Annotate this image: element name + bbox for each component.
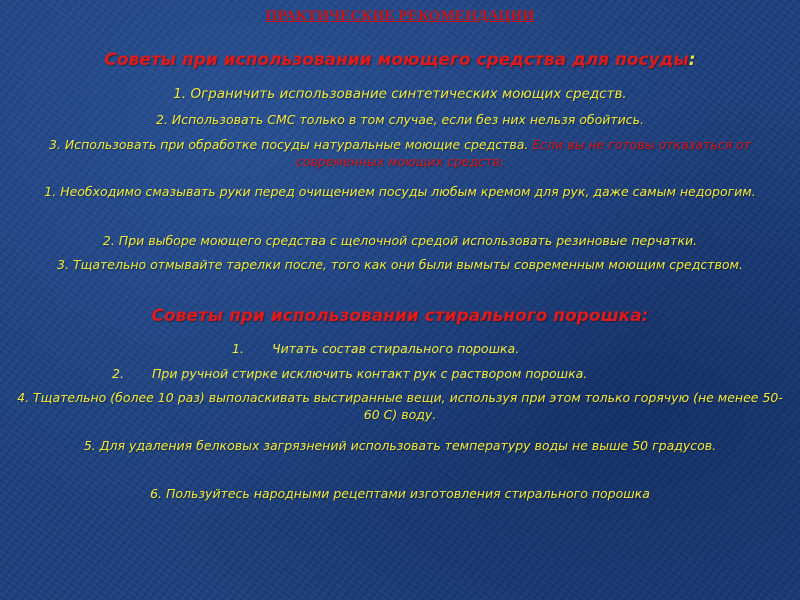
section1-item-3 <box>20 136 780 170</box>
section1-item-3-red: Если вы не готовы отказаться от современных моющих средств: <box>296 137 752 169</box>
section2-numbered-2 <box>112 366 587 381</box>
section2-item-4: 4. Тщательно (более 10 раз) выполаскивать выстиранные вещи, используя при этом только горячую (не менее 50-60 С) воду. <box>17 390 783 422</box>
section1-item-3-text: 3. Использовать при обработке посуды натуральные моющие средства. <box>48 137 529 152</box>
section1-subitem-1: 1. Необходимо смазывать руки перед очищением посуды любым кремом для рук, даже самым недорогим. <box>44 184 756 199</box>
section1-title-text: Советы при использовании моющего средства для посуды <box>104 50 689 70</box>
section2-numbered-1 <box>232 341 519 356</box>
section2-item-5: 5. Для удаления белковых загрязнений использовать температуру воды не выше 50 градусов. <box>83 438 717 453</box>
section2-title: Советы при использовании стирального порошка: <box>151 306 649 326</box>
section2-item-6: 6. Пользуйтесь народными рецептами изготовления стирального порошка <box>150 486 650 501</box>
section2-numbered-1-num: 1. <box>232 341 244 356</box>
section1-subitem-3: 3. Тщательно отмывайте тарелки после, того как они были вымыты современным моющим средством. <box>57 257 743 272</box>
section1-subitem-2: 2. При выборе моющего средства с щелочной средой использовать резиновые перчатки. <box>102 233 698 248</box>
section2-numbered-2-num: 2. <box>112 366 124 381</box>
section1-title <box>0 50 800 70</box>
section1-item-2: 2. Использовать СМС только в том случае, если без них нельзя обойтись. <box>156 112 644 127</box>
section1-item-1: 1. Ограничить использование синтетических моющих средств. <box>173 86 627 102</box>
section2-numbered-1-text: Читать состав стирального порошка. <box>272 341 520 356</box>
section2-numbered-2-text: При ручной стирке исключить контакт рук с раствором порошка. <box>152 366 588 381</box>
slide-heading: ПРАКТИЧЕСКИЕ РЕКОМЕНДАЦИИ <box>265 8 535 24</box>
section1-title-colon: : <box>688 50 696 70</box>
